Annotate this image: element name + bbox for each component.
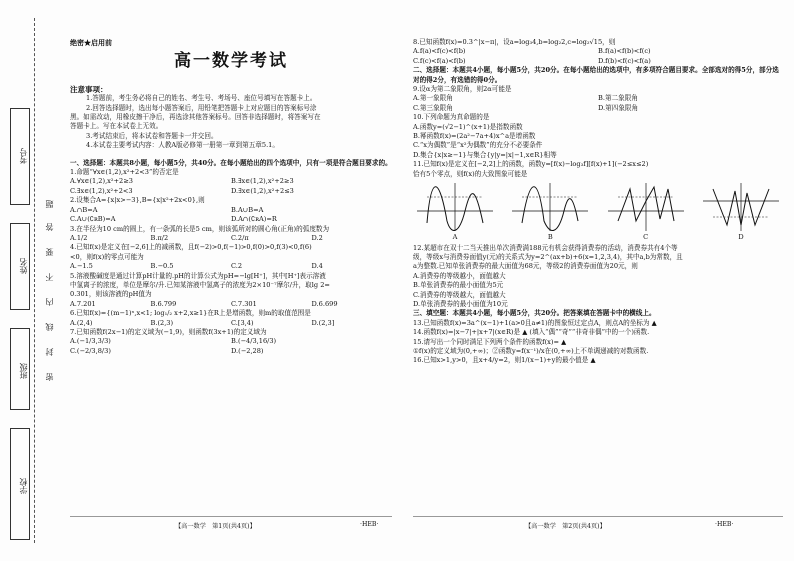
- question-12: 12.某超市在双十二当天推出单次消费满188元有机会获得消费券的活动，消费券共有4个等: [413, 243, 678, 252]
- q6-options: [70, 319, 392, 328]
- q12-option-c: C.消费券的等级越大，面值越大: [413, 290, 506, 299]
- q3-option-c: C.2/π: [231, 233, 249, 242]
- q9-option-d: D.第四象限角: [598, 103, 639, 112]
- question-3: 3.在半径为10 cm的圆上，有一条弧的长是5 cm，则该弧所对的圆心角(正角)的弧度数为: [70, 224, 330, 233]
- question-16: [413, 356, 783, 365]
- question-10: 10.下列命题为真命题的是: [413, 113, 490, 122]
- question-12-cont: a为整数.已知单张消费券的最大面值为68元，等级2的消费券面值为20元，则: [413, 262, 638, 271]
- q7-options-row1: [70, 337, 392, 346]
- q2-option-a: A.∩B=A: [70, 205, 98, 214]
- q8-option-b: B.f(a)<f(b)<f(c): [598, 47, 651, 56]
- section-3-heading: 三、填空题：本题共4小题，每小题5分，共20分。把答案填在答题卡中的横线上。: [413, 309, 656, 318]
- q1-option-d: D.∃x∈(1,2),x²+2≤3: [231, 186, 294, 195]
- graph-c-label: C: [643, 233, 649, 242]
- graph-a-label: A: [452, 233, 458, 242]
- question-9: 9.设α为第二象限角，则2α可能是: [413, 85, 512, 94]
- footer-code-1: ·HEB·: [360, 521, 379, 528]
- question-6: 6.已知f(x)={(m−1)ˣ,x<1; log₁/₂ x+2,x≥1}在R上是增函数，则m的取值范围是: [70, 309, 311, 318]
- q16-answer-blank: ▲: [590, 356, 596, 365]
- q7-option-a: A.(−1/3,3/3): [70, 337, 111, 346]
- section-2-heading: 二、选择题：本题共4小题，每小题5分，共20分。在每小题给出的选项中，有多项符合题目要求。全部选对的得5分，部分选对的得2分，有选错的得0分。: [413, 66, 779, 84]
- footer-code-2: ·HEB·: [715, 521, 734, 528]
- secret-mark: 绝密★启用前: [70, 38, 112, 47]
- question-8: 8.已知函数f(x)=0.3^|x−π|，设a=log₃4,b=log₂2,c=log₂√15，则: [413, 38, 616, 46]
- q14-answer-blank: ▲: [522, 328, 528, 337]
- q11-graph-b: [508, 181, 592, 242]
- q14-stem: 14.函数f(x)=|x−7|+|x+7|(x∈R)是: [413, 328, 521, 337]
- seal-word: 密: [45, 373, 54, 381]
- q11-graphs: [413, 181, 783, 242]
- q8-options-row1: [413, 47, 783, 56]
- footer-page-2: 【高一数学 第2页(共4页)】: [525, 523, 606, 530]
- seal-word: 内: [45, 298, 54, 306]
- q7-options-row2: [70, 347, 392, 356]
- q9-option-b: B.第二象限角: [598, 94, 638, 103]
- q3-option-b: B.π/2: [150, 233, 169, 242]
- seal-word: 不: [45, 273, 54, 281]
- q13-stem: 13.已知函数f(x)=3a^(x−1)+1(a>0且a≠1)的图象恒过定点A，则点A的坐标为: [413, 318, 650, 327]
- note-line: 黑。如需改动，用橡皮擦干净后，再选涂其他答案标号。回答非选择题时，将答案写在: [70, 113, 321, 122]
- q4-option-b: B.−0.5: [150, 262, 174, 271]
- page-1: [70, 38, 392, 356]
- question-2: 2.设集合A={x|x>−3},B={x|x²+2x<0},则: [70, 196, 205, 205]
- name-box: [10, 223, 30, 310]
- question-14: [413, 328, 783, 337]
- seal-word: 线: [45, 323, 54, 331]
- graph-c-plot: [604, 181, 688, 233]
- question-5: 5.溶液酸碱度是通过计算pH计量的.pH的计算公式为pH=−lg[H⁺]，其中[H⁺]表示溶液: [70, 271, 326, 280]
- question-11-cont: 恰有5个零点，则f(x)的大致图象可能是: [413, 169, 528, 178]
- question-5-cont: 0.301，则该溶液的pH值为: [70, 290, 152, 299]
- question-13: [413, 319, 783, 328]
- q1-option-b: B.∃x∈(1,2),x²+2≥3: [231, 177, 294, 186]
- q9-options-row2: [413, 104, 783, 113]
- q6-option-b: B.(2,3): [150, 318, 174, 327]
- q10-option-c: C.“x为偶数”是“x²为偶数”的充分不必要条件: [413, 141, 543, 150]
- q4-options: [70, 262, 392, 271]
- question-1: 1.命题“∀x∈(1,2),x²+2<3”的否定是: [70, 168, 179, 177]
- q8-option-c: C.f(c)<f(a)<f(b): [413, 56, 466, 65]
- q6-option-d: D.(2,3]: [311, 318, 335, 327]
- q5-option-c: C.7.301: [231, 299, 257, 308]
- exam-no-box: [10, 108, 30, 205]
- page-2: [413, 38, 783, 366]
- note-line: 1.答题前，考生务必将自己的姓名、考生号、考场号、座位号填写在答题卡上。: [86, 94, 317, 103]
- footer-divider-right: [413, 516, 783, 517]
- q4-option-a: A.−1.5: [70, 262, 93, 271]
- graph-a-plot: [413, 181, 497, 233]
- q8-option-a: A.f(a)<f(c)<f(b): [413, 47, 466, 56]
- q12-option-d: D.单张消费券的最小面值为10元: [413, 299, 508, 308]
- note-line: 3.考试结束后，将本试卷和答题卡一并交回。: [86, 131, 218, 140]
- binding-margin: [4, 8, 62, 553]
- question-15-cont: ①f(x)的定义域为(0,+∞)；②函数y=f(x⁻¹)/x在(0,+∞)上不单调递减的对数函数.: [413, 346, 649, 355]
- q1-option-c: C.∃x∈(1,2),x²+2<3: [70, 186, 133, 195]
- q13-answer-blank: ▲: [651, 318, 657, 327]
- school-label: 学校: [19, 478, 28, 494]
- q7-option-b: B.(−4/3,16/3): [231, 337, 277, 346]
- q8-option-d: D.f(b)<f(c)<f(a): [598, 56, 651, 65]
- q3-option-d: D.2: [311, 233, 323, 242]
- q5-option-a: A.7.201: [70, 299, 96, 308]
- q2-option-d: D.A∩(∁ʀA)=R: [231, 215, 277, 224]
- class-box: [10, 328, 30, 410]
- q14-stem-cont: (填入“偶”“奇”“非奇非偶”中的一个)函数.: [529, 328, 650, 337]
- q8-options-row2: [413, 57, 783, 66]
- class-label: 班级: [19, 363, 28, 379]
- q9-option-a: A.第一象限角: [413, 94, 453, 103]
- q15-answer-blank: ▲: [561, 337, 567, 346]
- q5-options: [70, 300, 392, 309]
- q1-options-row2: [70, 187, 392, 196]
- q2-options-row1: [70, 206, 392, 215]
- footer-page-1: 【高一数学 第1页(共4页)】: [175, 523, 256, 530]
- seal-word: 题: [45, 200, 54, 208]
- question-11: 11.已知f(x)是定义在[−2,2]上的函数，函数y=[f(x)−log₃f][f(x)+1](−2≤x≤2): [413, 160, 649, 169]
- q5-option-d: D.6.699: [311, 299, 338, 308]
- graph-b-plot: [508, 181, 592, 233]
- section-1-heading: 一、选择题：本题共8小题，每小题5分，共40分。在每小题给出的四个选项中，只有一项是符合题目要求的。: [70, 158, 392, 167]
- q4-option-d: D.4: [311, 262, 323, 271]
- q15-stem: 15.请写出一个同时满足下列两个条件的函数f(x)=: [413, 337, 560, 346]
- note-line: 答题卡上。写在本试卷上无效。: [70, 122, 163, 131]
- q5-option-b: B.6.799: [150, 299, 177, 308]
- q3-option-a: A.1/2: [70, 233, 88, 242]
- q2-option-c: C.A∪(∁ʀB)=A: [70, 215, 116, 224]
- q16-stem: 16.已知x>1,y>0，且x+4/y=2，则1/(x−1)+y的最小值是: [413, 356, 589, 365]
- q1-options-row1: [70, 177, 392, 186]
- question-7: 7.已知函数f(2x−1)的定义域为(−1,9)，则函数f(3x+1)的定义域为: [70, 327, 267, 336]
- footer-divider-left: [70, 516, 392, 517]
- q10-option-b: B.幂函数f(x)=(2a²−7a+4)x^a是增函数: [413, 132, 536, 141]
- note-line: 4.本试卷主要考试内容：人教A版必修第一册第一章到第五章5.1。: [86, 141, 279, 150]
- graph-d-plot: [699, 181, 783, 233]
- q7-option-c: C.(−2/3,8/3): [70, 346, 111, 355]
- q12-option-b: B.单张消费券的最小面值为5元: [413, 281, 504, 290]
- seal-word: 封: [45, 348, 54, 356]
- q4-option-c: C.2: [231, 262, 243, 271]
- q10-option-d: D.集合{x|x≥−1}与集合{y|y=|x|−1,x∈R}相等: [413, 150, 557, 159]
- seal-word: 要: [45, 248, 54, 256]
- note-line: 2.回答选择题时，选出每小题答案后，用铅笔把答题卡上对应题目的答案标号涂: [86, 103, 317, 112]
- question-5-cont: 中氢离子的浓度，单位是摩尔/升.已知某溶液中氢离子的浓度为2×10⁻⁷摩尔/升，取lg 2=: [70, 280, 330, 289]
- page-title: 高一数学考试: [174, 51, 288, 72]
- seal-word: 答: [45, 223, 54, 231]
- seal-line: [34, 18, 35, 543]
- q2-option-b: B.A∪B=A: [231, 205, 264, 214]
- q11-graph-c: [604, 181, 688, 242]
- question-15: [413, 338, 783, 347]
- question-4: 4.已知f(x)是定义在[−2,6]上的减函数，且f(−2)>0,f(−1)>0,f(0)>0,f(3)<0,f(6): [70, 243, 312, 252]
- graph-b-label: B: [547, 233, 553, 242]
- question-4-cont: <0，则f(x)的零点可能为: [70, 252, 144, 261]
- notes-title: 注意事项：: [70, 84, 108, 94]
- q6-option-c: C.[3,4): [231, 318, 254, 327]
- q11-graph-d: [699, 181, 783, 242]
- graph-d-label: D: [738, 233, 744, 242]
- q12-option-a: A.消费券的等级越小，面值越大: [413, 271, 506, 280]
- q9-options-row1: [413, 94, 783, 103]
- q9-option-c: C.第三象限角: [413, 103, 453, 112]
- q11-graph-a: [413, 181, 497, 242]
- q3-options: [70, 234, 392, 243]
- q1-option-a: A.∀x∈(1,2),x²+2≥3: [70, 177, 133, 186]
- name-label: 姓名: [19, 258, 28, 274]
- q2-options-row2: [70, 215, 392, 224]
- school-box: [10, 428, 30, 540]
- q10-option-a: A.函数y=(√2−1)^(x+1)是指数函数: [413, 122, 523, 131]
- q7-option-d: D.(−2,28): [231, 346, 264, 355]
- exam-no-label: 考号: [19, 148, 28, 164]
- question-12-cont: 级，等级x与消费券面值y(元)的关系式为y=2^(ax+b)+6(x=1,2,3,4)，其中a,b为常数，且: [413, 252, 683, 261]
- q6-option-a: A.(2,4): [70, 318, 93, 327]
